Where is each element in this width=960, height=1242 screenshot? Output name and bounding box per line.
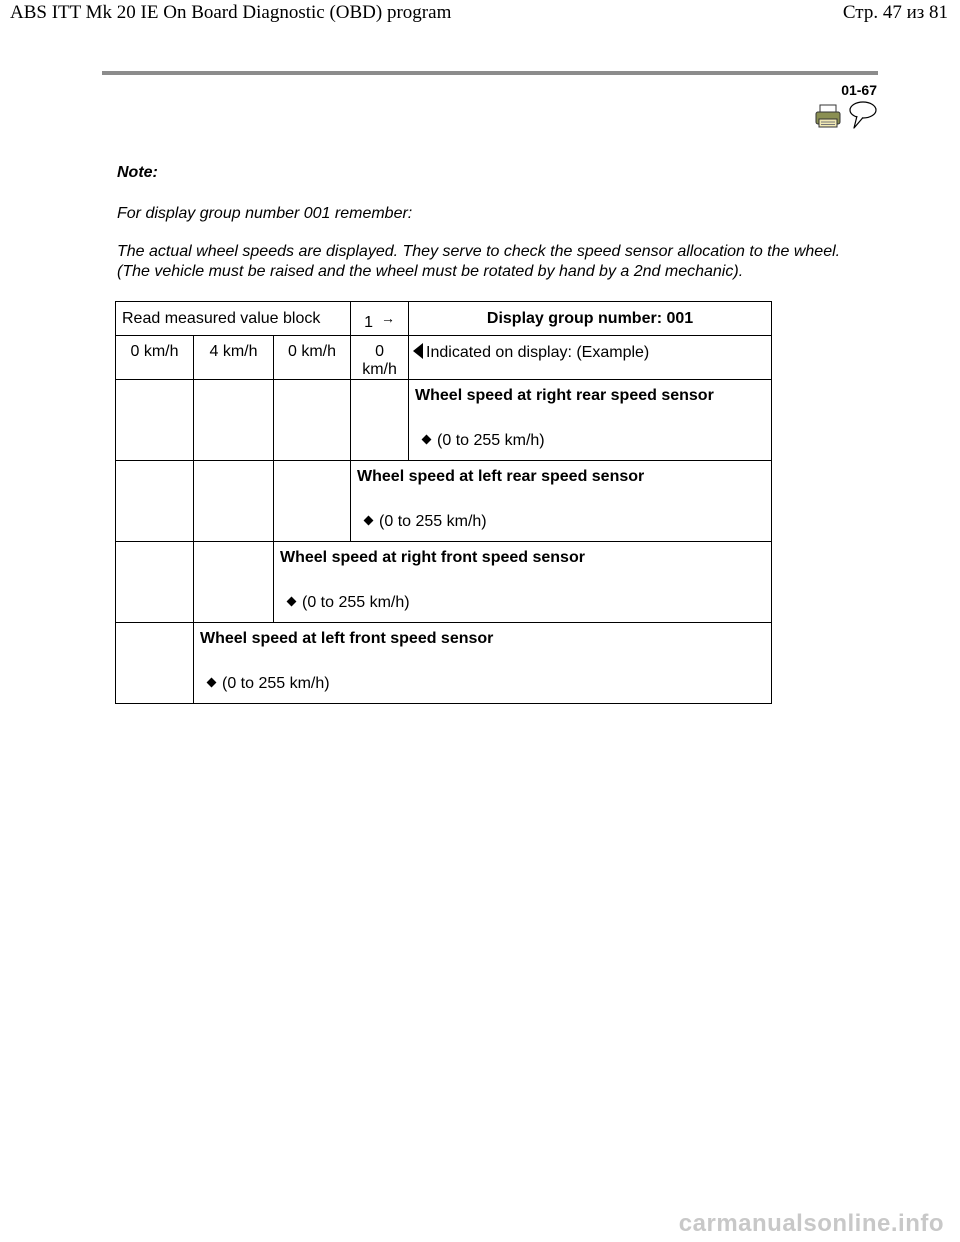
- description-range: (0 to 255 km/h): [379, 513, 487, 530]
- block-number-cell: [351, 302, 409, 336]
- block-number: 1: [364, 314, 373, 331]
- page-indicator: Стр. 47 из 81: [842, 2, 948, 23]
- display-group-label: Display group number: 001: [409, 302, 772, 336]
- description-row-2: [116, 461, 772, 542]
- table-header-row: [116, 302, 772, 336]
- description-cell: [351, 461, 772, 542]
- footer: [0, 1200, 960, 1242]
- measured-value-table: [115, 301, 772, 704]
- pointer-left-icon: [413, 343, 423, 359]
- intro-paragraph: The actual wheel speeds are displayed. They serve to check the speed sensor allocation to the wheel. (The vehicle must be raised and the wheel must be rotated by hand by a 2nd mechanic).: [117, 243, 841, 280]
- description-title: Wheel speed at right front speed sensor: [280, 549, 585, 566]
- bullet-diamond-icon: [287, 597, 297, 607]
- display-value-3: 0 km/h: [274, 336, 351, 380]
- description-row-1: [116, 380, 772, 461]
- watermark-text: carmanualsonline.info: [678, 1210, 944, 1237]
- section-code: 01-67: [841, 82, 877, 98]
- description-title: Wheel speed at left rear speed sensor: [357, 468, 645, 485]
- bullet-diamond-icon: [364, 516, 374, 526]
- display-values-row: [116, 336, 772, 380]
- description-cell: [274, 542, 772, 623]
- bullet-diamond-icon: [207, 678, 217, 688]
- indicated-cell: [409, 336, 772, 380]
- display-value-4: 0 km/h: [351, 336, 409, 380]
- arrow-right-icon: →: [380, 310, 395, 326]
- description-row-4: [116, 623, 772, 704]
- indicated-label: Indicated on display: (Example): [426, 344, 650, 361]
- speech-bubble-icon[interactable]: [848, 100, 878, 130]
- note-label: Note:: [117, 164, 158, 181]
- read-measured-value-label: Read measured value block: [116, 302, 351, 336]
- description-cell: [409, 380, 772, 461]
- document-title: ABS ITT Mk 20 IE On Board Diagnostic (OBD) program: [10, 2, 452, 23]
- display-value-2: 4 km/h: [194, 336, 274, 380]
- description-title: Wheel speed at left front speed sensor: [200, 630, 494, 647]
- header-divider: [102, 71, 878, 75]
- printer-icon[interactable]: [815, 104, 841, 128]
- description-range: (0 to 255 km/h): [437, 432, 545, 449]
- intro-line: For display group number 001 remember:: [117, 205, 413, 222]
- description-range: (0 to 255 km/h): [302, 594, 410, 611]
- display-value-1: 0 km/h: [116, 336, 194, 380]
- bullet-diamond-icon: [422, 435, 432, 445]
- description-range: (0 to 255 km/h): [222, 675, 330, 692]
- description-title: Wheel speed at right rear speed sensor: [415, 387, 714, 404]
- description-cell: [194, 623, 772, 704]
- description-row-3: [116, 542, 772, 623]
